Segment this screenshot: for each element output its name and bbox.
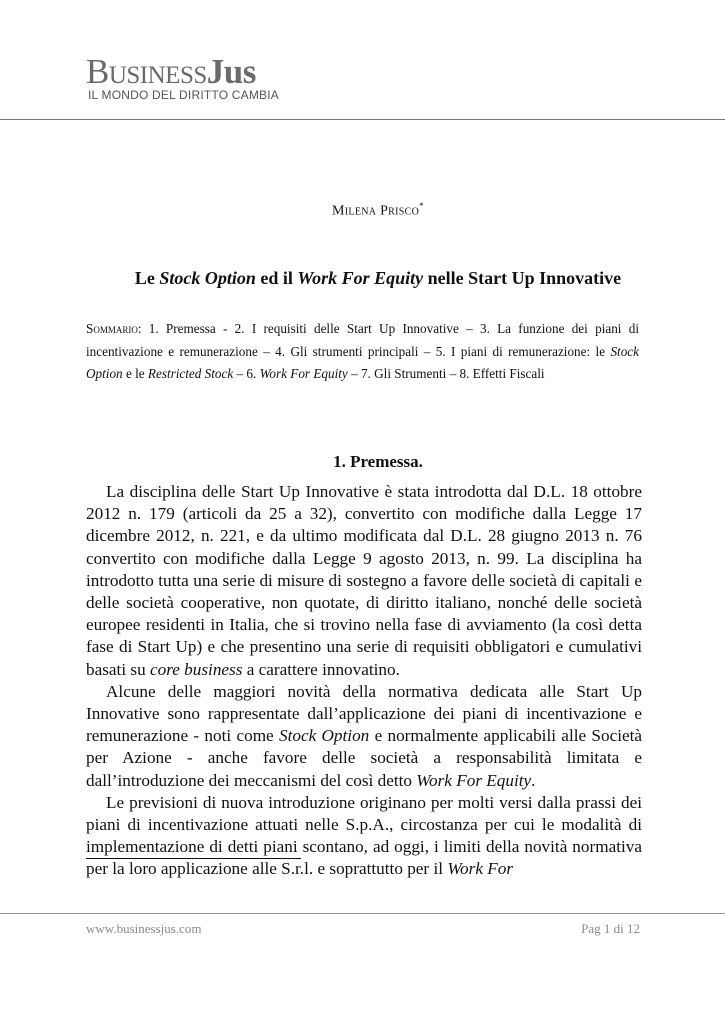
footer-website: www.businessjus.com [86,921,202,936]
author-name: Milena Prisco* [332,201,424,219]
page-number: Pag 1 di 12 [581,921,640,936]
body-text [86,481,642,881]
document-title: Le Stock Option ed il Work For Equity nelle Start Up Innovative [134,268,622,288]
footnote-separator [86,858,301,859]
header-divider [0,119,725,120]
table-of-contents: Sommario: 1. Premessa - 2. I requisiti delle Start Up Innovative – 3. La funzione dei piani di incentivazione e remunerazione – 4. Gli strumenti principali – 5. I piani di remunerazione: le Stock Option e le Restricted Stock – 6. Work For Equity – 7. Gli Strumenti – 8. Effetti Fiscali [86,321,639,381]
section-heading: 1. Premessa. [333,452,423,471]
paragraph: La disciplina delle Start Up Innovative è stata introdotta dal D.L. 18 ottobre 2012 n. 179 (articoli da 25 a 32), convertito con modifiche dalla Legge 17 dicembre 2012, n. 221, e da ultimo modificata dal D.L. 28 giugno 2013 n. 76 convertito con modifiche dalla Legge 9 agosto 2013, n. 99. La disciplina ha introdotto tutta una serie di misure di sostegno a favore delle società di capitali e delle società cooperative, non quotate, di diritto italiano, nonché delle società europee residenti in Italia, che si trovino nella fase di avviamento (la così detta fase di Start Up) e che presentino una serie di requisiti obbligatori e cumulativi basati su core business a carattere innovatino. [86,482,642,679]
summary-label: Sommario [86,321,138,336]
footer-divider [0,913,725,914]
logo-wordmark: BusinessJus [86,52,256,91]
paragraph: Le previsioni di nuova introduzione originano per molti versi dalla prassi dei piani di incentivazione attuati nelle S.p.A., circostanza per cui le modalità di implementazione di detti piani scontano, ad oggi, i limiti della novità normativa per la loro applicazione alle S.r.l. e soprattutto per il Work For [86,792,642,879]
businessjus-logo [86,54,279,102]
footnote-marker: * [419,201,424,211]
logo-tagline: IL MONDO DEL DIRITTO CAMBIA [88,88,279,102]
paragraph: Alcune delle maggiori novità della normativa dedicata alle Start Up Innovative sono rappresentate dall’applicazione dei piani di incentivazione e remunerazione - noti come Stock Option e normalmente applicabili alle Società per Azione - anche favore delle società a responsabilità limitata e dall’introduzione dei meccanismi del così detto Work For Equity. [86,681,643,790]
